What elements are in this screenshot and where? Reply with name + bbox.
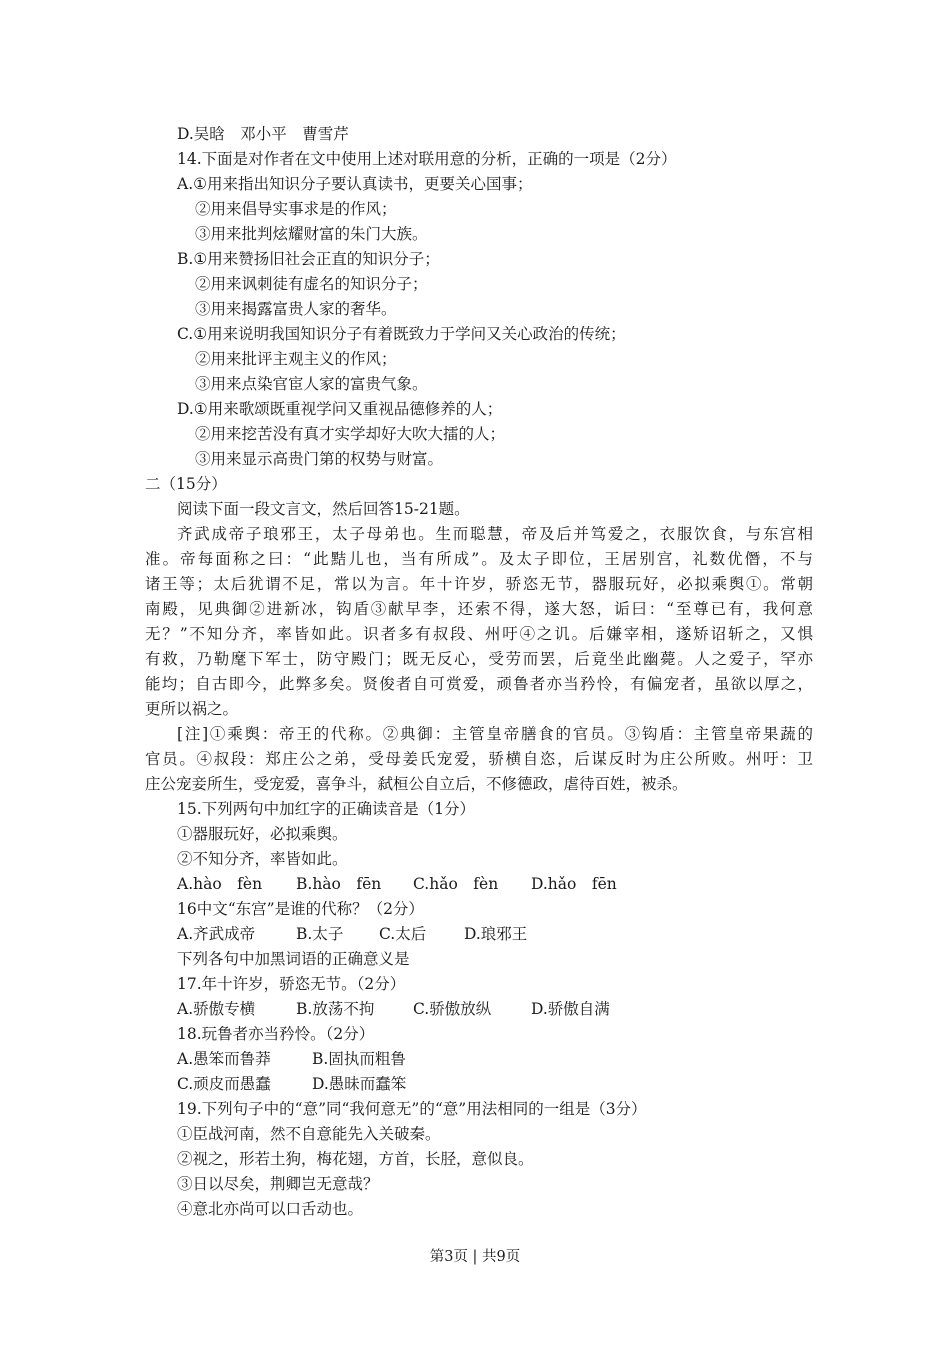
q14-option-b: B.①用来赞扬旧社会正直的知识分子； xyxy=(177,250,440,268)
passage-line: 更所以祸之。 xyxy=(145,700,239,718)
q16-option-d: D.琅邪王 xyxy=(464,925,528,943)
q14-option-c: C.①用来说明我国知识分子有着既致力于学问又关心政治的传统； xyxy=(177,325,626,343)
q16-option-b: B.太子 xyxy=(296,925,344,943)
q14-option-b-2: ②用来讽刺徒有虚名的知识分子； xyxy=(195,275,428,293)
q14-option-a-3: ③用来批判炫耀财富的朱门大族。 xyxy=(195,225,428,243)
section2-heading: 二（15分） xyxy=(145,475,227,493)
q14-option-a: A.①用来指出知识分子要认真读书，更要关心国事； xyxy=(177,175,533,193)
q15-sentence-2: ②不知分齐，率皆如此。 xyxy=(177,850,348,868)
q15-stem: 15.下列两句中加红字的正确读音是（1分） xyxy=(177,800,476,818)
passage-line: 准。帝每面称之曰：“此黠儿也，当有所成”。及太子即位，王居别宫，礼数优僭，不与 xyxy=(145,550,813,568)
q18-option-b: B.固执而粗鲁 xyxy=(312,1050,406,1068)
q18-option-a: A.愚笨而鲁莽 xyxy=(177,1050,271,1068)
q14-option-c-3: ③用来点染官宦人家的富贵气象。 xyxy=(195,375,428,393)
section2-instruction: 阅读下面一段文言文，然后回答15-21题。 xyxy=(177,500,470,518)
q15-option-a: A.hào fèn xyxy=(177,875,263,893)
q16-option-a: A.齐武成帝 xyxy=(177,925,256,943)
q17-option-c: C.骄傲放纵 xyxy=(413,1000,492,1018)
q14-option-d-3: ③用来显示高贵门第的权势与财富。 xyxy=(195,450,444,468)
q19-stem: 19.下列句子中的“意”同“我何意无”的“意”用法相同的一组是（3分） xyxy=(177,1100,647,1118)
q14-option-a-2: ②用来倡导实事求是的作风； xyxy=(195,200,397,218)
passage-line: 诸王等；太后犹谓不足，常以为言。年十许岁，骄恣无节，器服玩好，必拟乘舆①。常朝 xyxy=(145,575,813,593)
passage-line: 有救，乃勒麾下军士，防守殿门；既无反心，受劳而罢，后竟坐此幽薨。人之爱子，罕亦 xyxy=(145,650,813,668)
passage-line: 齐武成帝子琅邪王，太子母弟也。生而聪慧，帝及后并笃爱之，衣服饮食，与东宫相 xyxy=(177,525,813,543)
passage-line: 南殿，见典御②进新冰，钩盾③献早李，还索不得，遂大怒，诟曰：“至尊已有，我何意 xyxy=(145,600,813,618)
q19-item-1: ①臣战河南，然不自意能先入关破秦。 xyxy=(177,1125,441,1143)
q14-option-d: D.①用来歌颂既重视学问又重视品德修养的人； xyxy=(177,400,503,418)
q18-option-c: C.顽皮而愚蠢 xyxy=(177,1075,271,1093)
q19-item-2: ②视之，形若土狗，梅花翅，方首，长胫，意似良。 xyxy=(177,1150,534,1168)
q14-option-c-2: ②用来批评主观主义的作风； xyxy=(195,350,397,368)
passage-line: 能均；自古即今，此弊多矣。贤俊者自可赏爱，顽鲁者亦当矜怜，有偏宠者，虽欲以厚之， xyxy=(145,675,813,693)
q18-option-d: D.愚昧而蠢笨 xyxy=(312,1075,407,1093)
q17-option-d: D.骄傲自满 xyxy=(531,1000,610,1018)
q17-option-a: A.骄傲专横 xyxy=(177,1000,256,1018)
page-footer: 第3页 | 共9页 xyxy=(429,1249,521,1265)
q19-item-3: ③日以尽矣，荆卿岂无意哉？ xyxy=(177,1175,379,1193)
q15-sentence-1: ①器服玩好，必拟乘舆。 xyxy=(177,825,348,843)
q18-stem: 18.玩鲁者亦当矜怜。（2分） xyxy=(177,1025,375,1043)
passage-line: 无？”不知分齐，率皆如此。识者多有叔段、州吁④之讥。后嫌宰相，遂矫诏斩之，又惧 xyxy=(145,625,813,643)
q15-option-d: D.hǎo fēn xyxy=(531,875,617,893)
q15-option-b: B.hào fēn xyxy=(296,875,382,893)
q15-option-c: C.hǎo fèn xyxy=(413,875,499,893)
q14-stem: 14.下面是对作者在文中使用上述对联用意的分析，正确的一项是（2分） xyxy=(177,150,677,168)
q14-option-d-2: ②用来挖苦没有真才实学却好大吹大擂的人； xyxy=(195,425,506,443)
q13-option-d: D.吴晗 邓小平 曹雪芹 xyxy=(177,125,349,143)
q16-stem: 16中文“东宫”是谁的代称？（2分） xyxy=(177,900,424,918)
q16-option-c: C.太后 xyxy=(379,925,427,943)
q14-option-b-3: ③用来揭露富贵人家的奢华。 xyxy=(195,300,397,318)
q17-stem: 17.年十许岁，骄恣无节。（2分） xyxy=(177,975,406,993)
notes-line: [注]①乘舆：帝王的代称。②典御：主管皇帝膳食的官员。③钩盾：主管皇帝果蔬的 xyxy=(177,725,813,743)
q17-option-b: B.放荡不拘 xyxy=(296,1000,375,1018)
q17-18-intro: 下列各句中加黑词语的正确意义是 xyxy=(177,950,410,968)
notes-line: 庄公宠妾所生，受宠爱，喜争斗，弑桓公自立后，不修德政，虐待百姓，被杀。 xyxy=(145,775,688,793)
notes-line: 官员。④叔段：郑庄公之弟，受母姜氏宠爱，骄横自恣，后谋反时为庄公所败。州吁：卫 xyxy=(145,750,813,768)
q19-item-4: ④意北亦尚可以口舌动也。 xyxy=(177,1200,364,1218)
